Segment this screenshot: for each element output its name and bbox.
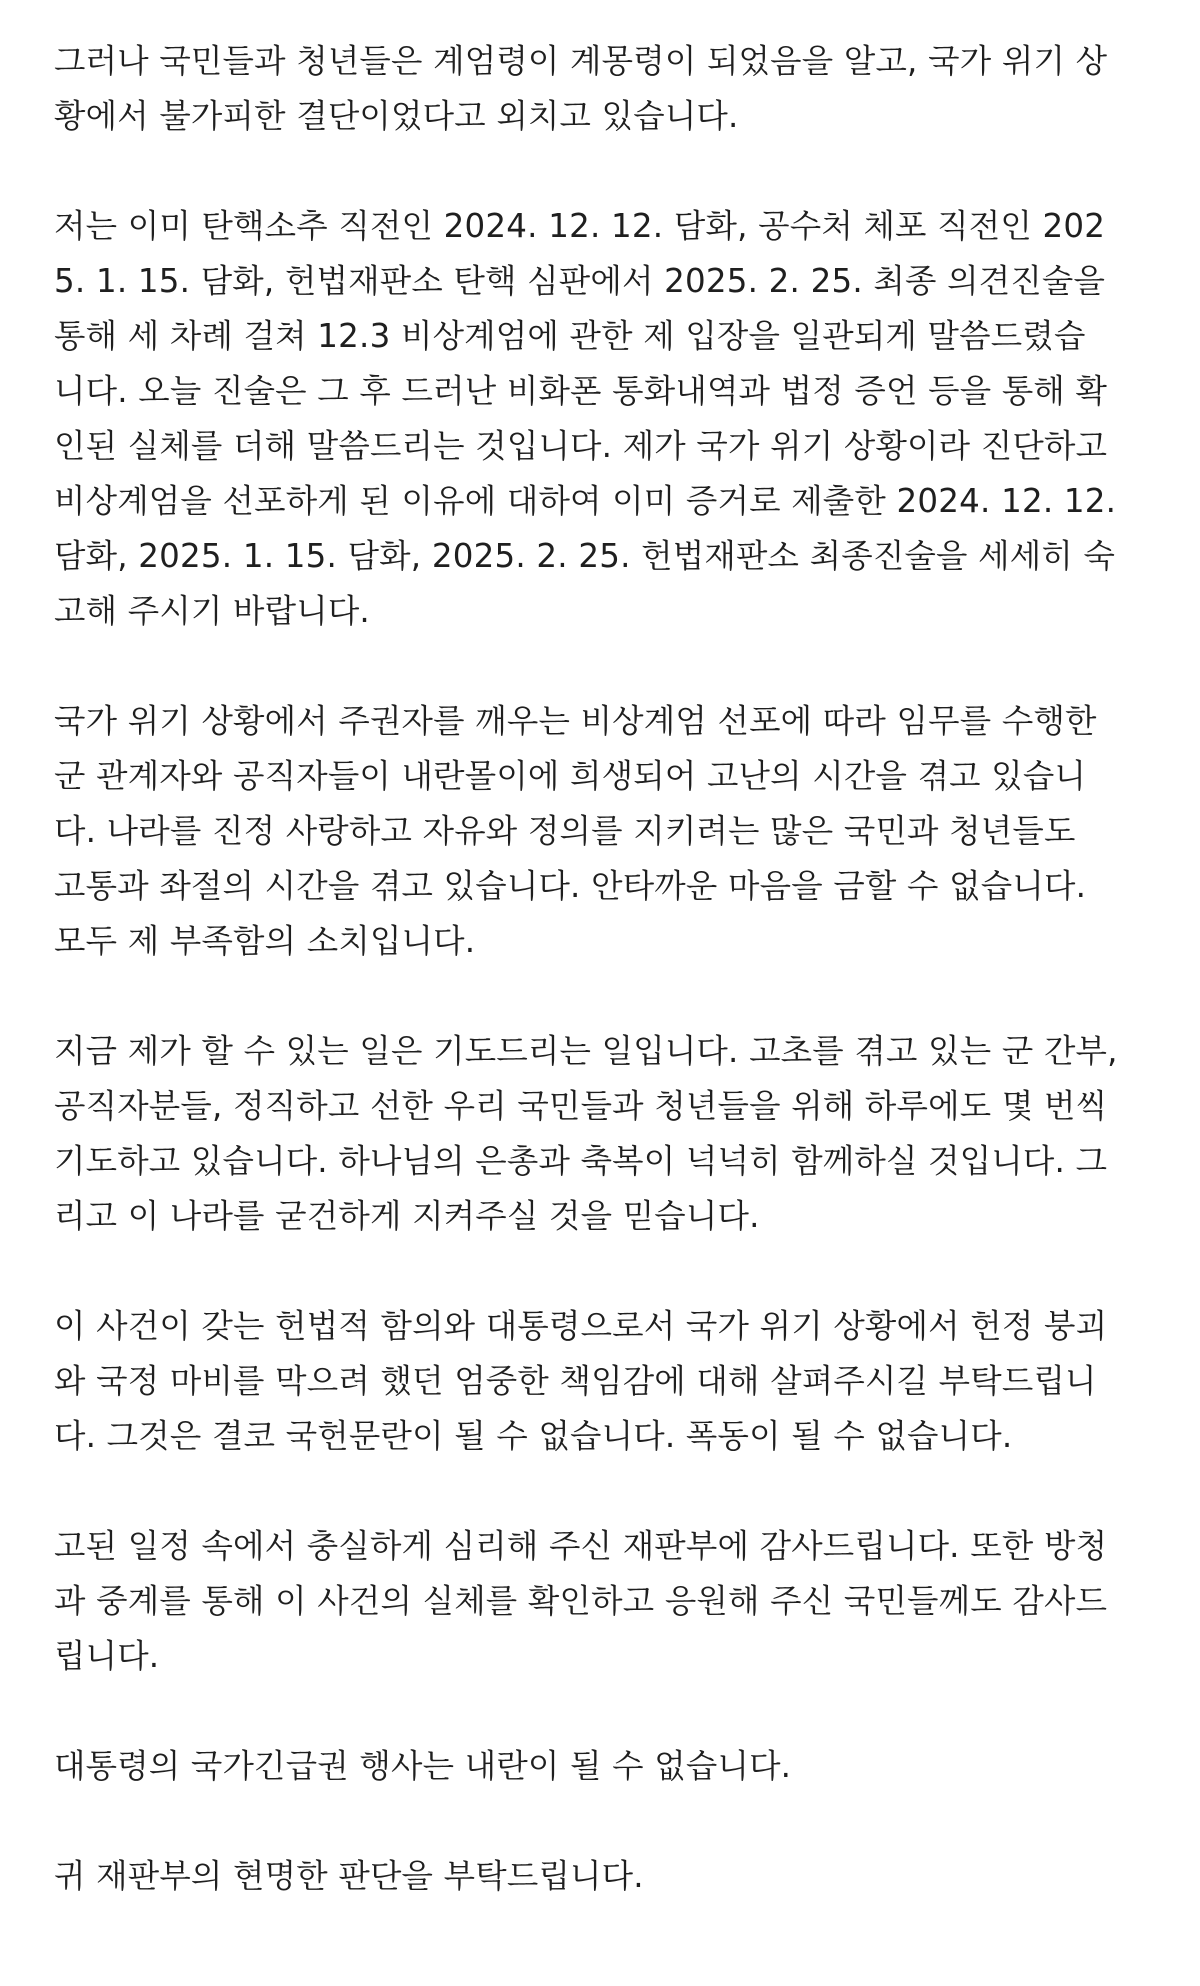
text-line: 통해 세 차례 걸쳐 12.3 비상계엄에 관한 제 입장을 일관되게 말씀드렸습 xyxy=(54,317,1086,355)
paragraph-7 xyxy=(54,1739,1154,1794)
text-line: 와 국정 마비를 막으려 했던 엄중한 책임감에 대해 살펴주시길 부탁드립니 xyxy=(54,1362,1097,1400)
text-line: 기도하고 있습니다. 하나님의 은총과 축복이 넉넉히 함께하실 것입니다. 그 xyxy=(54,1142,1108,1180)
text-line: 다. 나라를 진정 사랑하고 자유와 정의를 지키려는 많은 국민과 청년들도 xyxy=(54,812,1076,850)
text-line: 과 중계를 통해 이 사건의 실체를 확인하고 응원해 주신 국민들께도 감사드 xyxy=(54,1582,1108,1620)
text-line: 고해 주시기 바랍니다. xyxy=(54,592,370,630)
text-line: 리고 이 나라를 굳건하게 지켜주실 것을 믿습니다. xyxy=(54,1197,760,1235)
text-line: 고통과 좌절의 시간을 겪고 있습니다. 안타까운 마음을 금할 수 없습니다. xyxy=(54,867,1087,905)
paragraph-2 xyxy=(54,199,1154,639)
paragraph-3 xyxy=(54,694,1154,969)
statement-text xyxy=(54,34,1154,1904)
text-line: 5. 1. 15. 담화, 헌법재판소 탄핵 심판에서 2025. 2. 25. 최종 의견진술을 xyxy=(54,262,1106,300)
text-line: 니다. 오늘 진술은 그 후 드러난 비화폰 통화내역과 법정 증언 등을 통해 확 xyxy=(54,372,1108,410)
paragraph-5 xyxy=(54,1299,1154,1464)
paragraph-6 xyxy=(54,1519,1154,1684)
text-line: 비상계엄을 선포하게 된 이유에 대하여 이미 증거로 제출한 2024. 12. 12. xyxy=(54,482,1117,520)
text-line: 이 사건이 갖는 헌법적 함의와 대통령으로서 국가 위기 상황에서 헌정 붕괴 xyxy=(54,1307,1108,1345)
text-line: 모두 제 부족함의 소치입니다. xyxy=(54,922,476,960)
text-line: 인된 실체를 더해 말씀드리는 것입니다. 제가 국가 위기 상황이라 진단하고 xyxy=(54,427,1108,465)
paragraph-8 xyxy=(54,1849,1154,1904)
text-line: 다. 그것은 결코 국헌문란이 될 수 없습니다. 폭동이 될 수 없습니다. xyxy=(54,1417,1013,1455)
text-line: 국가 위기 상황에서 주권자를 깨우는 비상계엄 선포에 따라 임무를 수행한 xyxy=(54,702,1097,740)
text-line: 저는 이미 탄핵소추 직전인 2024. 12. 12. 담화, 공수처 체포 직전인 202 xyxy=(54,207,1106,245)
text-line: 담화, 2025. 1. 15. 담화, 2025. 2. 25. 헌법재판소 최종진술을 세세히 숙 xyxy=(54,537,1116,575)
paragraph-4 xyxy=(54,1024,1154,1244)
text-line: 립니다. xyxy=(54,1637,160,1675)
text-line: 군 관계자와 공직자들이 내란몰이에 희생되어 고난의 시간을 겪고 있습니 xyxy=(54,757,1087,795)
paragraph-1 xyxy=(54,34,1154,144)
text-line: 그러나 국민들과 청년들은 계엄령이 계몽령이 되었음을 알고, 국가 위기 상 xyxy=(54,42,1108,80)
text-line: 지금 제가 할 수 있는 일은 기도드리는 일입니다. 고초를 겪고 있는 군 간부, xyxy=(54,1032,1118,1070)
text-line: 공직자분들, 정직하고 선한 우리 국민들과 청년들을 위해 하루에도 몇 번씩 xyxy=(54,1087,1108,1125)
text-line: 황에서 불가피한 결단이었다고 외치고 있습니다. xyxy=(54,97,739,135)
text-line: 귀 재판부의 현명한 판단을 부탁드립니다. xyxy=(54,1857,644,1895)
text-line: 고된 일정 속에서 충실하게 심리해 주신 재판부에 감사드립니다. 또한 방청 xyxy=(54,1527,1108,1565)
text-line: 대통령의 국가긴급권 행사는 내란이 될 수 없습니다. xyxy=(54,1747,792,1785)
